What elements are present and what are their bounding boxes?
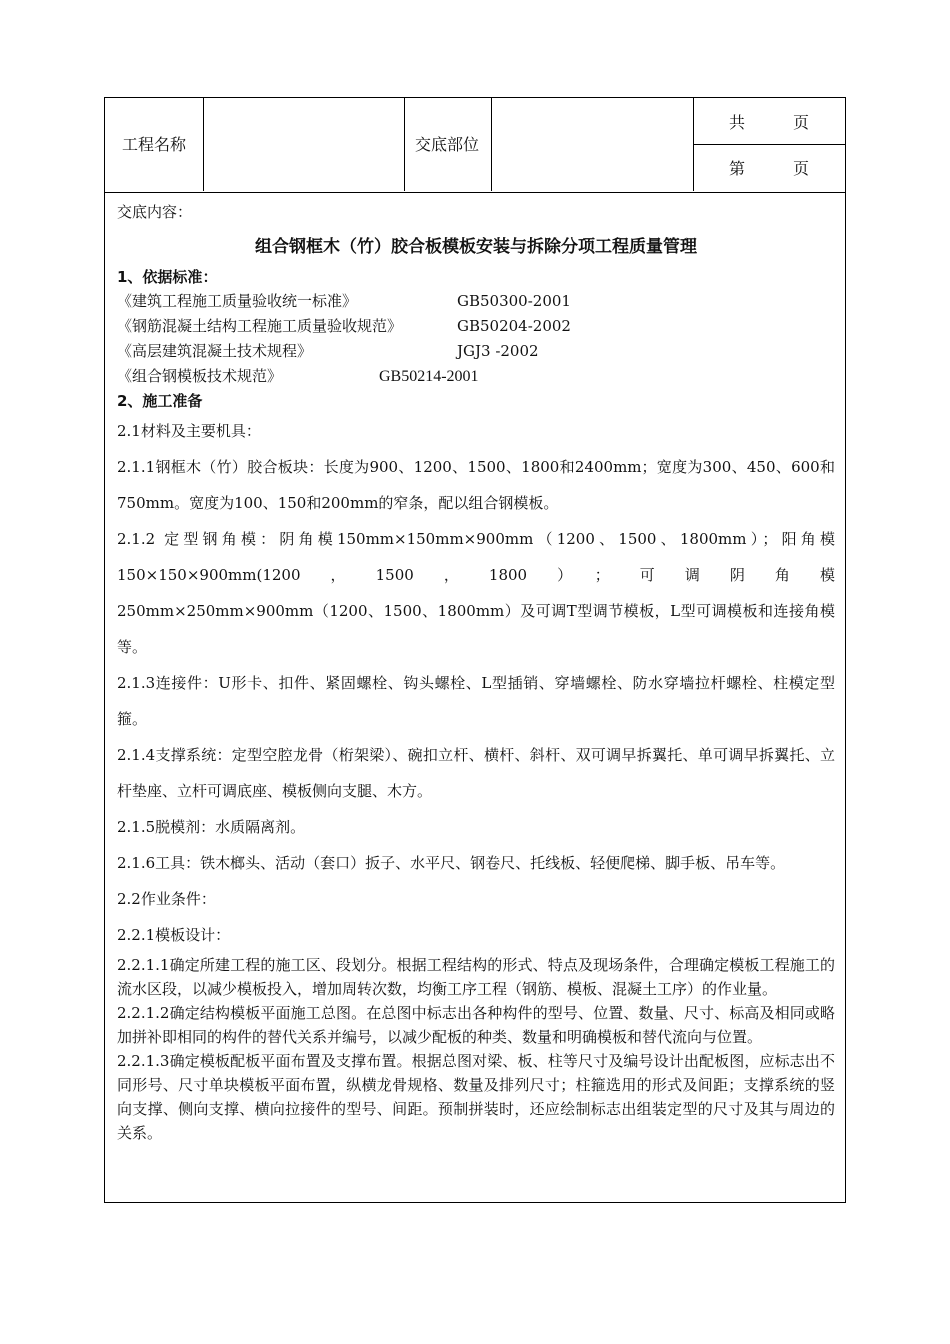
intro-label: 交底内容： <box>117 203 193 221</box>
paragraph: 2.1.4支撑系统：定型空腔龙骨（桁架梁）、碗扣立杆、横杆、斜杆、双可调早拆翼托、单可调早拆翼托、立杆垫座、立杆可调底座、模板侧向支腿、木方。 <box>117 746 835 800</box>
paragraph: 2.1.5脱模剂：水质隔离剂。 <box>117 818 306 836</box>
location-label: 交底部位 <box>415 135 480 154</box>
document-title: 组合钢框木（竹）胶合板模板安装与拆除分项工程质量管理 <box>255 237 697 257</box>
disclosure-form <box>104 97 846 1203</box>
standard-name: 《组合钢模板技术规范》 <box>117 367 283 385</box>
standard-row <box>117 289 835 314</box>
paragraph: 2.2.1.2确定结构模板平面施工总图。在总图中标志出各种构件的型号、位置、数量、尺寸、标高及相同或略加拼补即相同的构件的替代关系并编号，以减少配板的种类、数量和明确模板和替代流向与位置。 <box>117 1004 835 1046</box>
paragraph: 2.2.1.1确定所建工程的施工区、段划分。根据工程结构的形式、特点及现场条件，合理确定模板工程施工的流水区段，以减少模板投入，增加周转次数，均衡工序工程（钢筋、模板、混凝土工序）的作业量。 <box>117 956 835 998</box>
paragraph: 2.1.3连接件：U形卡、扣件、紧固螺栓、钩头螺栓、L型插销、穿墙螺栓、防水穿墙拉杆螺栓、柱模定型箍。 <box>117 674 835 728</box>
standard-row <box>117 364 835 389</box>
divider <box>404 98 405 191</box>
project-name-label: 工程名称 <box>122 135 187 154</box>
header-table <box>105 98 845 193</box>
standard-code: GB50214-2001 <box>379 368 479 385</box>
total-pages: 共 页 <box>729 113 810 132</box>
paragraph: 250mm×250mm×900mm（1200、1500、1800mm）及可调T型调节模板，L型可调模板和连接角模等。 <box>117 602 835 656</box>
divider <box>203 98 204 191</box>
standard-code: GB50204-2002 <box>457 317 571 335</box>
paragraph: 2.1材料及主要机具： <box>117 422 261 440</box>
page-number: 第 页 <box>729 159 810 178</box>
section1-heading: 1、依据标准： <box>117 268 218 286</box>
standard-row <box>117 339 835 364</box>
paragraph: 2.1.6工具：铁木榔头、活动（套口）扳子、水平尺、钢卷尺、托线板、轻便爬梯、脚手板、吊车等。 <box>117 854 786 872</box>
content-body <box>117 202 835 1145</box>
section2-heading: 2、施工准备 <box>117 392 203 410</box>
paragraph: 2.2.1.3确定模板配板平面布置及支撑布置。根据总图对梁、板、柱等尺寸及编号设计出配板图，应标志出不同形号、尺寸单块模板平面布置，纵横龙骨规格、数量及排列尺寸；柱箍选用的形式及间距；支撑系统的竖向支撑、侧向支撑、横向拉接件的型号、间距。预制拼装时，还应绘制标志出组装定型的尺寸及其与周边的关系。 <box>117 1052 835 1142</box>
paragraph: 2.2.1模板设计： <box>117 926 231 944</box>
paragraph: 2.2作业条件： <box>117 890 216 908</box>
paragraph: 2.1.2 定型钢角模：阴角模150mm×150mm×900mm（1200、1500、1800mm）；阳角模150×150×900mm(1200，1500，1800）；可调阴角模 <box>117 530 835 584</box>
standard-row <box>117 314 835 339</box>
standard-name: 《建筑工程施工质量验收统一标准》 <box>117 292 358 310</box>
paragraph: 2.1.1钢框木（竹）胶合板块：长度为900、1200、1500、1800和2400mm；宽度为300、450、600和750mm。宽度为100、150和200mm的窄条，配以组合钢模板。 <box>117 458 835 512</box>
standard-code: JGJ3 -2002 <box>457 342 539 360</box>
divider <box>693 144 845 145</box>
standard-name: 《钢筋混凝土结构工程施工质量验收规范》 <box>117 317 403 335</box>
divider <box>491 98 492 191</box>
standard-name: 《高层建筑混凝土技术规程》 <box>117 342 313 360</box>
standard-code: GB50300-2001 <box>457 292 571 310</box>
